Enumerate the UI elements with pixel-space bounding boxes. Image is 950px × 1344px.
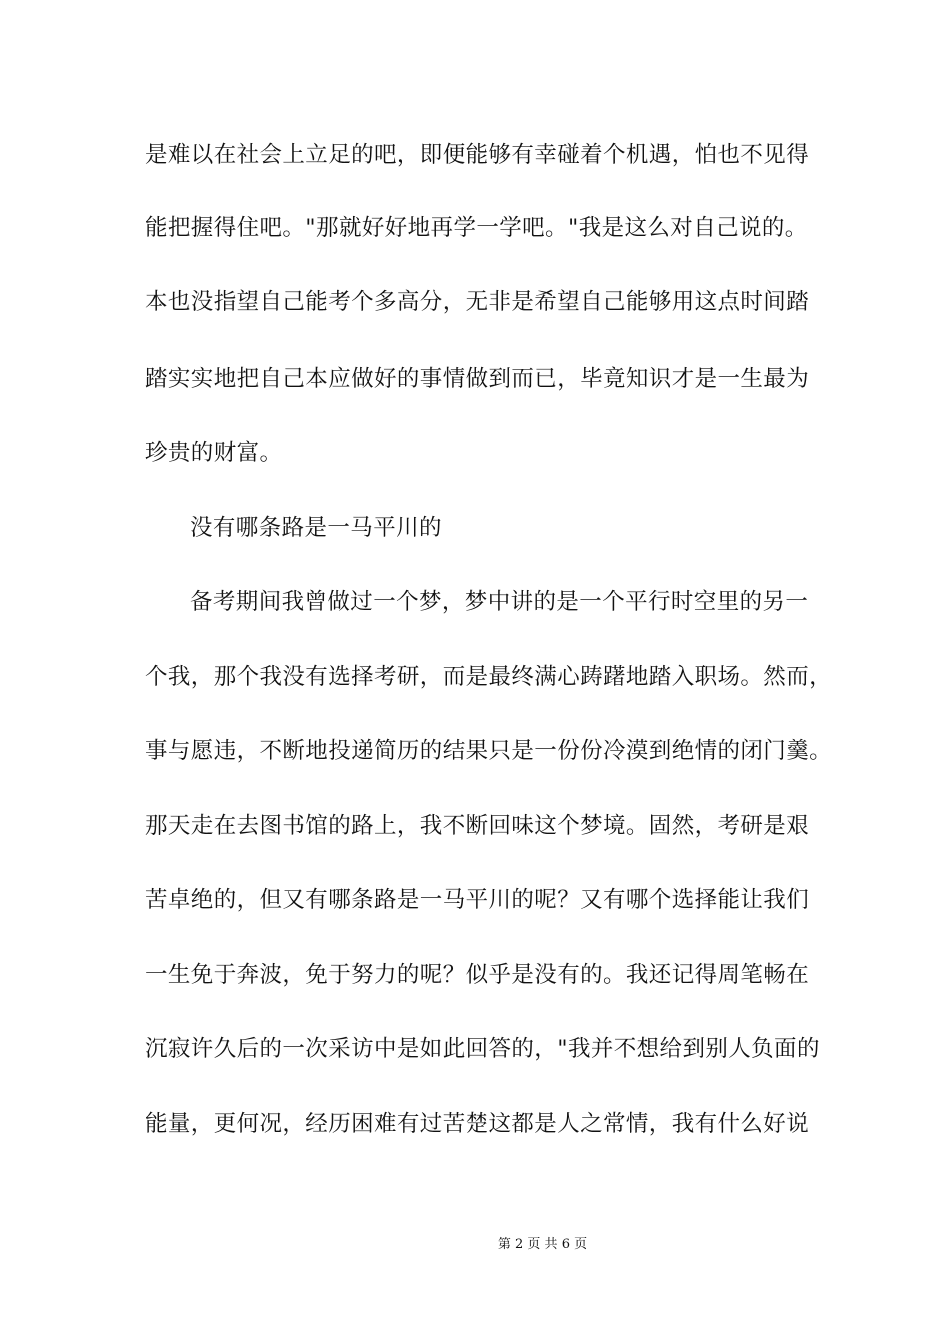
text-line: 一生免于奔波，免于努力的呢？似乎是没有的。我还记得周笔畅在 [145, 962, 810, 988]
page-footer [0, 1236, 950, 1254]
text-line: 那天走在去图书馆的路上，我不断回味这个梦境。固然，考研是艰 [145, 813, 810, 839]
text-line: 珍贵的财富。 [145, 440, 283, 466]
text-line: 是难以在社会上立足的吧，即便能够有幸碰着个机遇，怕也不见得 [145, 142, 810, 168]
text-line: 踏实实地把自己本应做好的事情做到而已，毕竟知识才是一生最为 [145, 366, 810, 392]
text-line: 备考期间我曾做过一个梦，梦中讲的是一个平行时空里的另一 [190, 589, 809, 615]
section-heading: 没有哪条路是一马平川的 [190, 515, 442, 541]
text-line: 能把握得住吧。"那就好好地再学一学吧。"我是这么对自己说的。 [145, 215, 808, 241]
text-line: 本也没指望自己能考个多高分，无非是希望自己能够用这点时间踏 [145, 289, 810, 315]
text-line: 沉寂许久后的一次采访中是如此回答的，"我并不想给到别人负面的 [145, 1036, 820, 1062]
page-number-label: 第 2 页 共 6 页 [497, 1237, 588, 1252]
text-line: 个我，那个我没有选择考研，而是最终满心踌躇地踏入职场。然而， [145, 664, 833, 690]
text-line: 事与愿违，不断地投递简历的结果只是一份份冷漠到绝情的闭门羹。 [145, 738, 833, 764]
text-line: 能量，更何况，经历困难有过苦楚这都是人之常情，我有什么好说 [145, 1111, 810, 1137]
text-line: 苦卓绝的，但又有哪条路是一马平川的呢？又有哪个选择能让我们 [145, 887, 810, 913]
